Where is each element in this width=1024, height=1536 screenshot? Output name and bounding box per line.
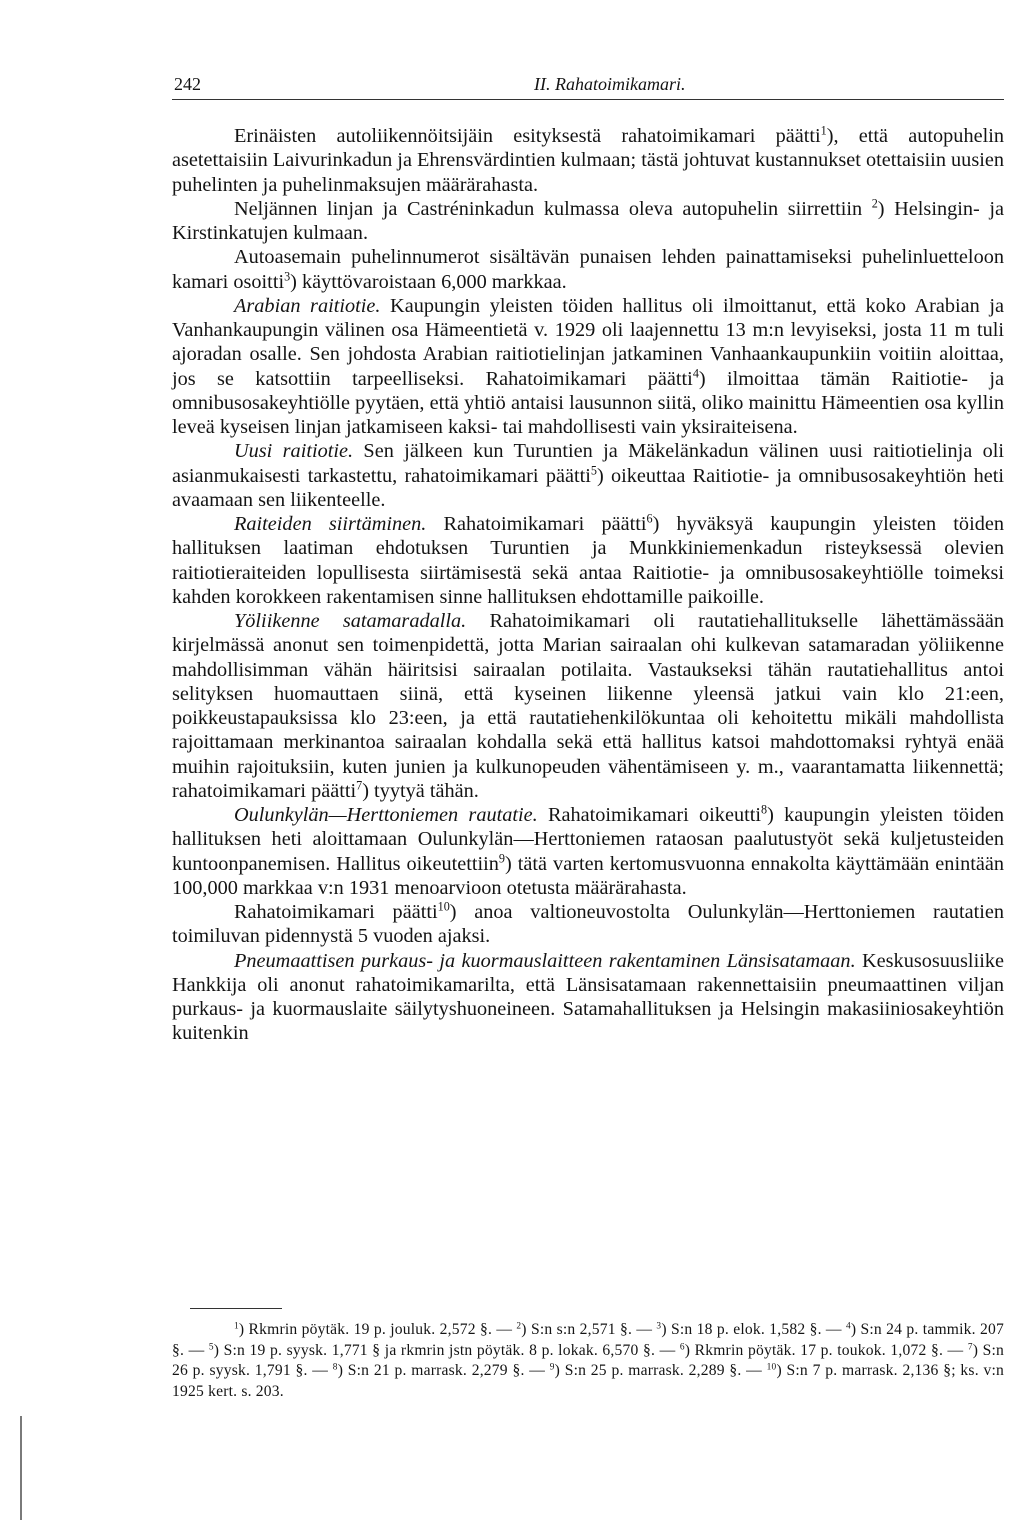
footnote-ref: 6	[646, 511, 653, 526]
footnote-ref: 9	[498, 851, 505, 866]
paragraph-4	[172, 294, 1004, 440]
paragraph-3	[172, 245, 1004, 294]
footnote-ref: 1	[820, 123, 827, 138]
text-run: ) käyttövaroistaan 6,000 markkaa.	[290, 270, 567, 293]
footnote-ref: 10	[766, 1362, 777, 1373]
paragraph-10	[172, 949, 1004, 1046]
footnote-separator	[190, 1308, 282, 1309]
paragraph-1	[172, 124, 1004, 197]
text-run: ) oikeuttaa Raitiotie- ja omnibusosakeyhtiön heti avaamaan sen liikenteelle.	[172, 464, 1004, 511]
footnote-ref: 2	[516, 1321, 522, 1332]
margin-mark	[20, 1416, 22, 1520]
footnote-ref: 4	[692, 366, 699, 381]
section-heading: Pneumaattisen purkaus- ja kuormauslaitteen rakentaminen Länsisatamaan.	[234, 949, 856, 972]
text-run: ) S:n 25 p. marrask. 2,289 §. —	[554, 1362, 767, 1379]
text-run: ) S:n 7 p. marrask. 2,136 §; ks. v:n 1925 kert. s. 203.	[172, 1362, 1005, 1400]
text-run: Kaupungin yleisten töiden hallitus oli ilmoittanut, että koko Arabian ja Vanhankaupungin välinen osa Hämeentietä v. 1929 oli laajennettu 13 m:n levyiseksi, josta 11 m tuli ajoradan osalle. Sen johdosta Arabian raitiotielinjan jatkaminen Vanhaankaupunkiin voitiin aloittaa, jos se katsottiin tarpeelliseksi. Rahatoimikamari päätti	[172, 294, 1005, 390]
text-run: ), että autopuhelin asetettaisiin Laivurinkadun ja Ehrensvärdintien kulmaan; tästä johtuvat kustannukset otettaisiin uusien puhelinten ja puhelinmaksujen määrärahasta.	[172, 125, 1004, 196]
footnote-ref: 5	[208, 1341, 214, 1352]
footnote-ref: 8	[332, 1362, 338, 1373]
text-run: ) S:n 26 p. syysk. 1,791 §. —	[172, 1341, 1004, 1379]
text-run: ) kaupungin yleisten töiden hallituksen heti aloittamaan Oulunkylän—Herttoniemen rataosan paalutustyöt sekä kuljetusteiden kuntoonpanemisen. Hallitus oikeutettiin	[172, 804, 1004, 875]
running-head: II. Rahatoimikamari.	[534, 74, 686, 94]
footnote-ref: 3	[656, 1321, 662, 1332]
text-run: ) S:n s:n 2,571 §. —	[521, 1321, 657, 1338]
text-run: ) Helsingin- ja Kirstinkatujen kulmaan.	[172, 197, 1004, 244]
text-run: Autoasemain puhelinnumerot sisältävän punaisen lehden painattamiseksi puhelinluetteloon kamari osoitti	[172, 246, 1004, 293]
text-run: ) hyväksyä kaupungin yleisten töiden hallituksen laatiman ehdotuksen Turuntien ja Munkkiniemenkadun risteyksessä olevien raitiotieraiteiden lopullisesta siirtämisestä sekä antaa Raitiotie- ja omnibusosakeyhtiölle toimeksi kahden korokkeen rakentamisen sinne hallituksen ehdottamille paikoille.	[172, 513, 1004, 608]
text-run: Erinäisten autoliikennöitsijäin esityksestä rahatoimikamari päätti	[234, 125, 821, 147]
footnote-ref: 1	[234, 1321, 239, 1332]
page-number: 242	[174, 74, 201, 94]
text-run: Keskusosuusliike Hankkija oli anonut rahatoimikamarilta, että Länsisatamaan rakennettaisiin pneumaattinen viljan purkaus- ja kuormauslaite säilytyshuoneineen. Satamahallituksen ja Helsingin makasiiniosakeyhtiön kuitenkin	[172, 949, 1004, 1045]
footnote-ref: 7	[356, 778, 363, 793]
paragraph-7	[172, 609, 1004, 803]
paragraph-6	[172, 512, 1004, 609]
text-run: ) Rkmrin pöytäk. 17 p. toukok. 1,072 §. —	[684, 1341, 968, 1359]
body-text	[172, 124, 1004, 1046]
section-heading: Raiteiden siirtäminen.	[234, 513, 427, 535]
text-run: ) S:n 21 p. marrask. 2,279 §. —	[337, 1362, 550, 1379]
text-run: ) anoa valtioneuvostolta Oulunkylän—Herttoniemen rautatien toimiluvan pidennystä 5 vuoden ajaksi.	[172, 901, 1004, 948]
text-run: ) ilmoittaa tämän Raitiotie- ja omnibusosakeyhtiölle pyytäen, että yhtiö antaisi lausunnon siitä, oliko mainittu Hämeentien osa kyllin leveä kyseisen linjan jatkamiseen kaksi- tai mahdollisesti vain yksiraiteisena.	[172, 367, 1004, 438]
section-heading: Oulunkylän—Herttoniemen rautatie.	[234, 804, 538, 826]
header-rule	[172, 99, 1004, 100]
text-run: ) S:n 18 p. elok. 1,582 §. —	[661, 1321, 846, 1338]
paragraph-8	[172, 803, 1004, 900]
footnote-ref: 4	[845, 1321, 851, 1332]
footnote-ref: 3	[284, 269, 291, 284]
paragraph-2	[172, 197, 1004, 246]
section-heading: Uusi raitiotie.	[234, 440, 354, 463]
footnote-ref: 8	[761, 802, 768, 817]
paragraph-9	[172, 900, 1004, 949]
footnote-ref: 6	[679, 1341, 685, 1352]
page-header	[172, 74, 1004, 102]
text-run: ) S:n 19 p. syysk. 1,771 § ja rkmrin jstn pöytäk. 8 p. lokak. 6,570 §. —	[213, 1341, 680, 1359]
text-run: Rahatoimikamari oli rautatiehallitukselle lähettämässään kirjelmässä anonut sen toimenpidettä, jotta Marian sairaalan ohi kulkevan satamaradan yöliikenne mahdollisimman vähän häiritsisi sairaalan potilaita. Vastaukseksi tähän rautatiehallitus antoi selityksen huomauttaen siinä, että kyseinen liikenne yleensä jatkui vain klo 21:een, poikkeustapauksissa klo 23:een, ja että rautatiehenkilökuntaa oli kehoitettu mikäli mahdollista rajoittamaan merkinantoa sairaalan kohdalla sekä että hallitus katsoi mahdottomaksi ryhtyä enää muihin rajoituksiin, kuten junien ja kulkunopeuden vähentämiseen y. m., vaarantamatta liikennettä; rahatoimikamari päätti	[172, 610, 1005, 802]
footnote-ref: 9	[549, 1362, 555, 1373]
footnotes	[172, 1320, 1004, 1402]
text-run: Sen jälkeen kun Turuntien ja Mäkelänkadun välinen uusi raitiotielinja oli asianmukaisesti tarkastettu, rahatoimikamari päätti	[172, 440, 1004, 487]
text-run: Rahatoimikamari päätti	[426, 513, 647, 535]
footnote-ref: 5	[590, 463, 597, 478]
footnote-ref: 7	[967, 1341, 973, 1352]
text-run: ) tätä varten kertomusvuonna ennakolta käyttämään enintään 100,000 markkaa v:n 1931 menoarvioon otetusta määrärahasta.	[172, 852, 1004, 899]
footnote-1	[172, 1320, 1004, 1402]
text-run: ) S:n 24 p. tammik. 207 §. —	[172, 1321, 1004, 1359]
section-heading: Yöliikenne satamaradalla.	[234, 610, 467, 632]
footnote-ref: 10	[437, 899, 450, 914]
text-run: ) tyytyä tähän.	[362, 779, 479, 802]
text-run: Rahatoimikamari oikeutti	[537, 804, 761, 826]
text-run: ) Rkmrin pöytäk. 19 p. jouluk. 2,572 §. —	[238, 1321, 517, 1338]
section-heading: Arabian raitiotie.	[234, 294, 381, 317]
text-run: Neljännen linjan ja Castréninkadun kulmassa oleva autopuhelin siirrettiin	[234, 197, 872, 220]
paragraph-5	[172, 439, 1004, 512]
footnote-ref: 2	[871, 196, 878, 211]
text-run: Rahatoimikamari päätti	[234, 901, 438, 923]
